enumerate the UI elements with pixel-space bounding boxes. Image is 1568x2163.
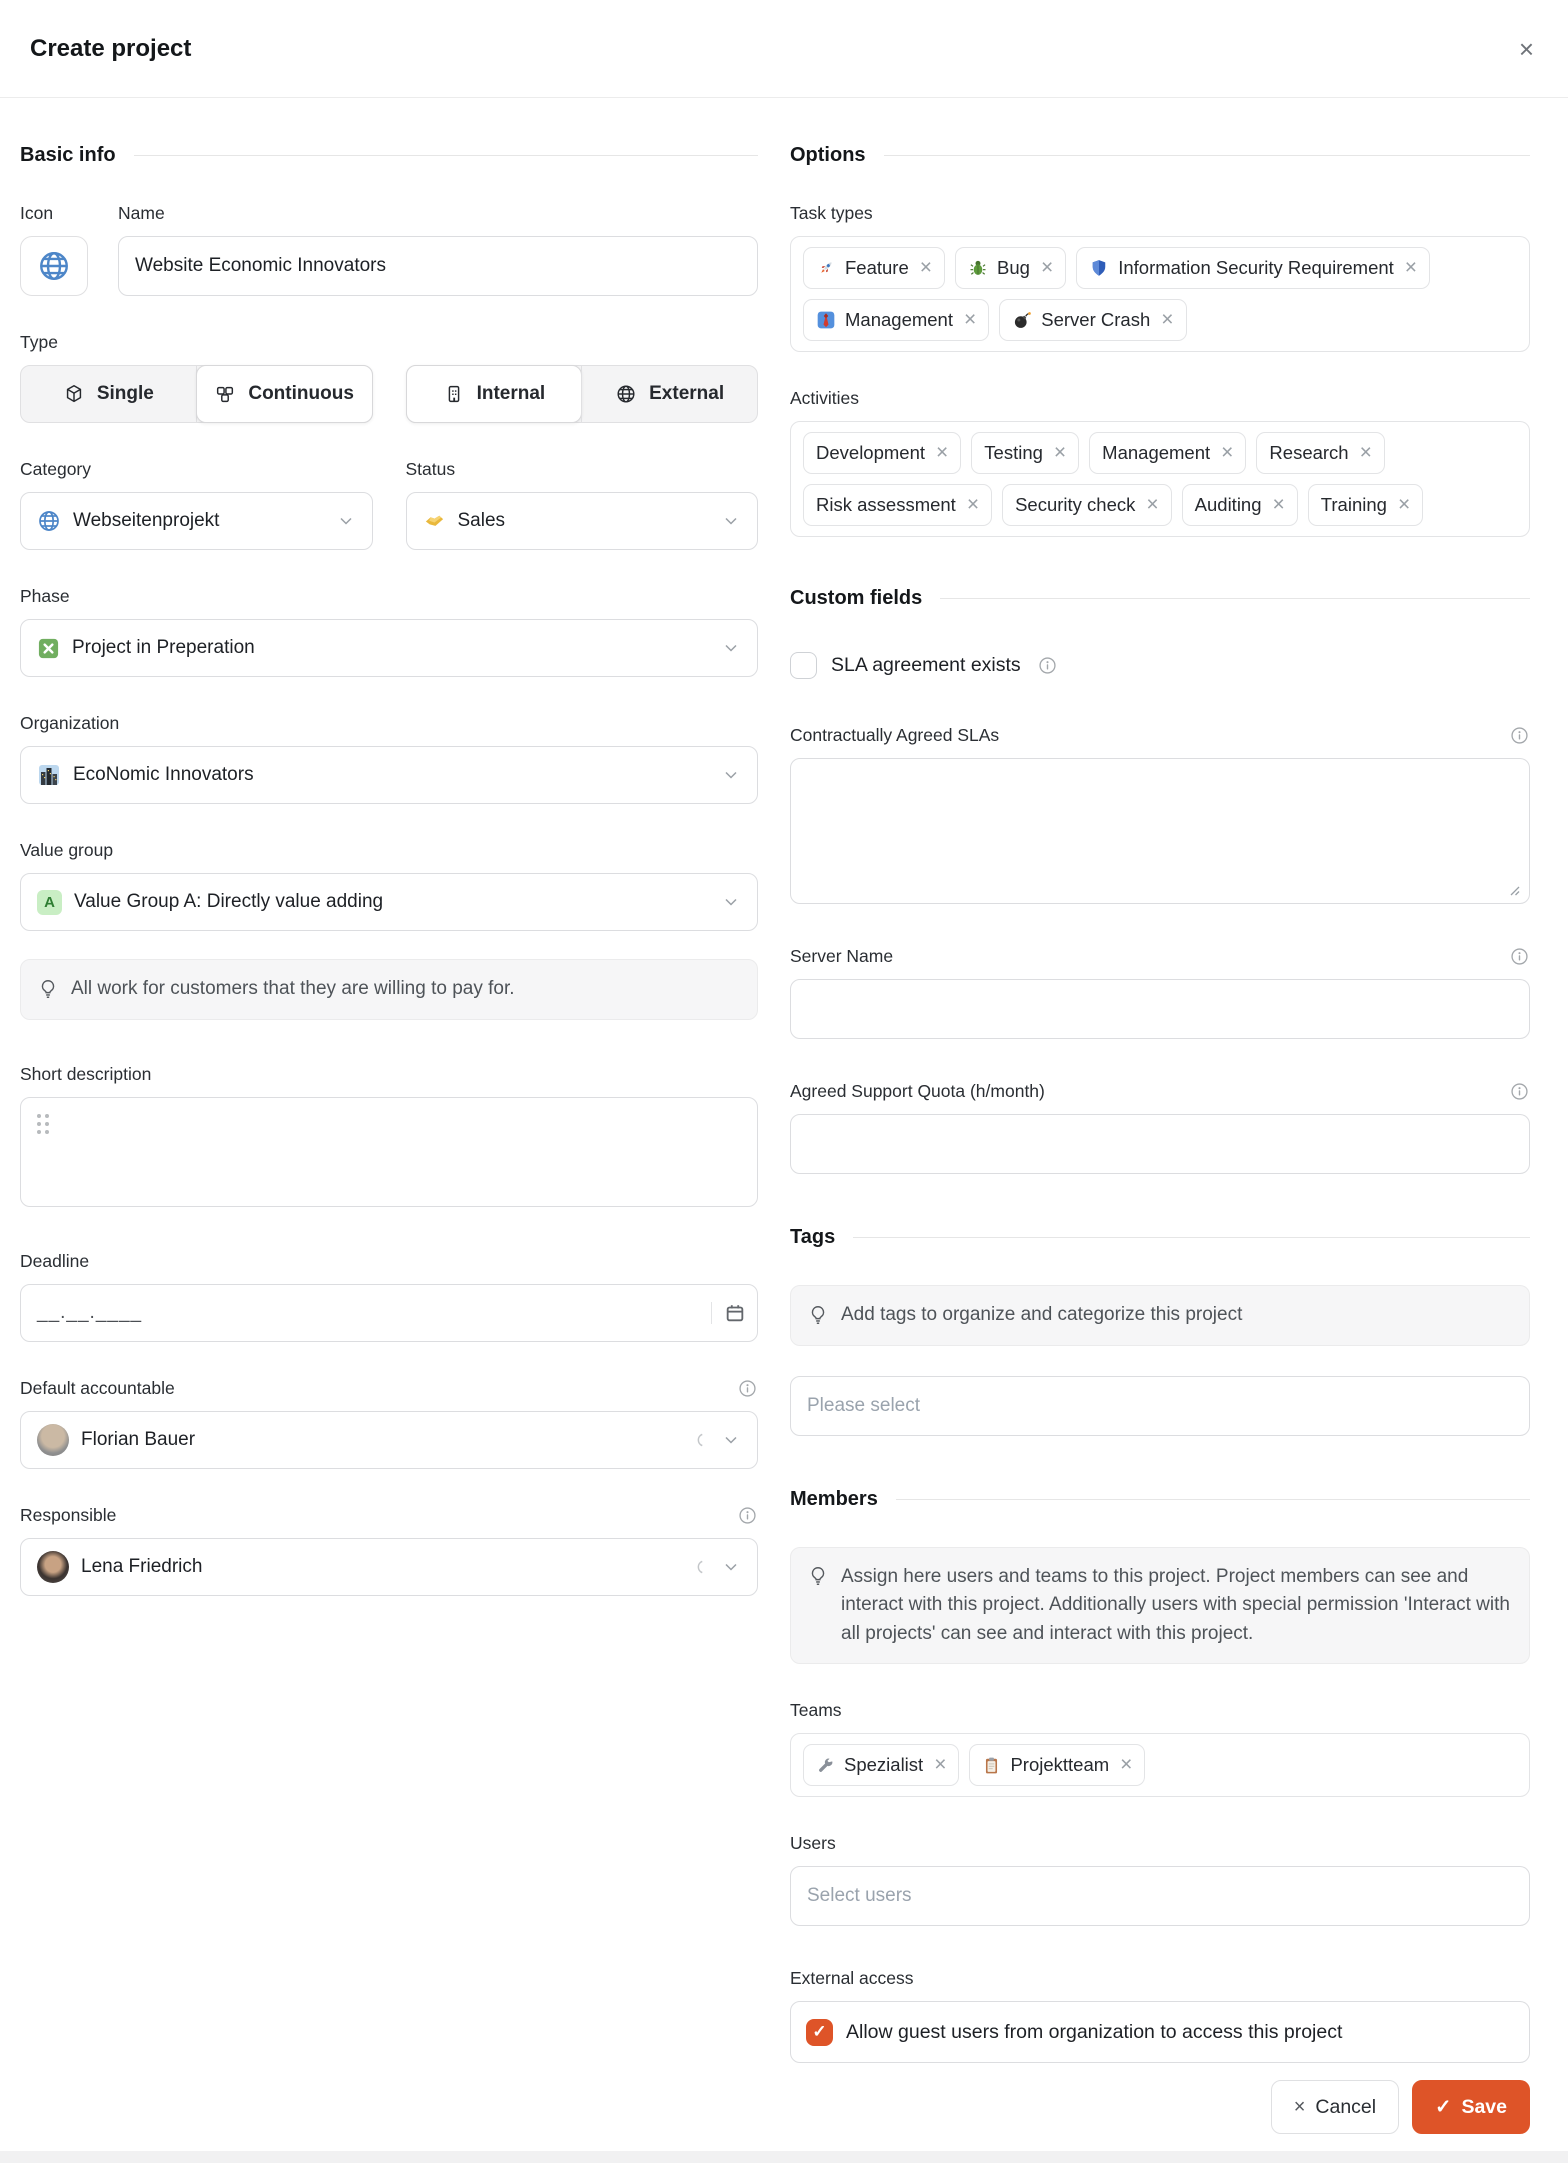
type-option-continuous[interactable]: Continuous: [196, 365, 373, 423]
teams-label: Teams: [790, 1700, 842, 1720]
bug-icon: [968, 258, 988, 278]
users-label: Users: [790, 1833, 836, 1853]
type-option-single[interactable]: Single: [21, 366, 196, 422]
teams-box[interactable]: [790, 1733, 1530, 1797]
basic-info-heading: [20, 144, 758, 167]
task-type-chip[interactable]: Feature ×: [803, 247, 945, 289]
category-label: Category: [20, 459, 92, 479]
agreed-support-quota-input[interactable]: [790, 1114, 1530, 1174]
activity-chip[interactable]: Research ×: [1256, 432, 1384, 474]
globe-icon: [37, 509, 61, 533]
members-hint: [790, 1547, 1530, 1665]
section-title: Basic info: [20, 144, 116, 166]
remove-icon[interactable]: ×: [1272, 493, 1285, 516]
remove-icon[interactable]: ×: [1404, 256, 1418, 279]
users-select[interactable]: [790, 1866, 1530, 1926]
status-value: Sales: [457, 510, 506, 531]
check-icon: ✓: [1435, 2096, 1452, 2118]
lightbulb-icon: [807, 1565, 829, 1587]
organization-label: Organization: [20, 713, 120, 733]
type-option-internal[interactable]: Internal: [406, 365, 583, 423]
chevron-down-icon: [721, 1557, 741, 1577]
wrench-icon: [816, 1756, 835, 1775]
name-label: Name: [118, 203, 165, 223]
contractually-agreed-slas-textarea[interactable]: [790, 758, 1530, 904]
default-accountable-select[interactable]: [20, 1411, 758, 1469]
info-icon[interactable]: [1509, 725, 1530, 746]
modal-body: [0, 98, 1568, 2063]
activity-chip[interactable]: Risk assessment ×: [803, 484, 992, 526]
members-hint-text: Assign here users and teams to this project. Project members can see and interact with this project. Additionally users with special permission 'Interact with all projects' can see and interact with this project.: [841, 1565, 1510, 1644]
resize-handle-icon[interactable]: [1507, 883, 1521, 897]
lightbulb-icon: [37, 978, 59, 1000]
tags-heading: [790, 1226, 1530, 1249]
status-select[interactable]: [406, 492, 759, 550]
short-description-label: Short description: [20, 1063, 152, 1084]
organization-select[interactable]: [20, 746, 758, 804]
activity-chip[interactable]: Auditing ×: [1182, 484, 1298, 526]
external-access-label: External access: [790, 1968, 914, 1988]
section-title: Custom fields: [790, 587, 923, 609]
tags-placeholder: Please select: [807, 1394, 921, 1416]
save-button[interactable]: ✓ Save: [1412, 2080, 1530, 2134]
custom-fields-heading: [790, 587, 1530, 610]
bomb-icon: [1012, 310, 1032, 330]
remove-icon[interactable]: ×: [966, 493, 980, 516]
responsible-value: Lena Friedrich: [81, 1555, 203, 1577]
members-heading: [790, 1488, 1530, 1511]
section-title: Options: [790, 144, 866, 166]
calendar-icon: [724, 1302, 746, 1324]
info-icon[interactable]: [737, 1505, 758, 1526]
phase-value: Project in Preperation: [72, 637, 255, 658]
activities-box[interactable]: [790, 421, 1530, 537]
remove-icon[interactable]: ×: [934, 1753, 947, 1776]
server-name-label: Server Name: [790, 946, 894, 966]
activity-chip[interactable]: Development ×: [803, 432, 961, 474]
remove-icon[interactable]: ×: [1221, 441, 1234, 464]
loading-spinner-icon: [691, 1431, 709, 1449]
chevron-down-icon: [721, 765, 741, 785]
cube-icon: [63, 383, 85, 405]
default-accountable-label: Default accountable: [20, 1377, 175, 1398]
drag-handle-icon[interactable]: [37, 1114, 741, 1134]
cluster-icon: [214, 383, 236, 405]
remove-icon[interactable]: ×: [963, 308, 977, 331]
project-icon-button[interactable]: [20, 236, 88, 296]
activity-chip[interactable]: Security check ×: [1002, 484, 1172, 526]
chevron-down-icon: [336, 511, 356, 531]
responsible-select[interactable]: [20, 1538, 758, 1596]
value-group-label: Value group: [20, 840, 114, 860]
info-icon[interactable]: [1509, 1081, 1530, 1102]
icon-label: Icon: [20, 203, 54, 223]
external-access-checkbox[interactable]: ✓: [806, 2019, 833, 2046]
status-label: Status: [405, 459, 456, 479]
info-icon[interactable]: [1037, 655, 1058, 676]
category-select[interactable]: [20, 492, 373, 550]
remove-icon[interactable]: ×: [919, 256, 933, 279]
external-access-checkbox-label: Allow guest users from organization to access this project: [846, 2020, 1343, 2043]
tags-hint: [790, 1285, 1530, 1346]
options-column: [790, 144, 1530, 2063]
type-label: Type: [20, 332, 58, 352]
value-group-a-badge: A: [37, 890, 62, 915]
remove-icon[interactable]: ×: [936, 441, 949, 464]
deadline-input[interactable]: __.__.____: [37, 1301, 143, 1323]
task-type-chip[interactable]: Bug ×: [955, 247, 1066, 289]
deadline-field: [20, 1284, 758, 1342]
agreed-support-quota-label: Agreed Support Quota (h/month): [790, 1081, 1045, 1101]
contractually-agreed-slas-label: Contractually Agreed SLAs: [790, 725, 1000, 745]
name-input[interactable]: [118, 236, 758, 296]
responsible-label: Responsible: [20, 1504, 117, 1525]
cancel-button[interactable]: × Cancel: [1271, 2080, 1399, 2134]
remove-icon[interactable]: ×: [1053, 441, 1067, 464]
phase-status-icon: [37, 637, 60, 660]
lightbulb-icon: [807, 1304, 829, 1326]
avatar: [37, 1551, 69, 1583]
cityscape-icon: [37, 763, 61, 787]
activity-chip[interactable]: Management ×: [1089, 432, 1246, 474]
task-type-chip[interactable]: Management ×: [803, 299, 989, 341]
modal-title: Create project: [30, 34, 192, 62]
clipboard-icon: [982, 1756, 1001, 1775]
calendar-button[interactable]: [711, 1302, 757, 1324]
remove-icon[interactable]: ×: [1397, 493, 1411, 516]
task-type-chip[interactable]: Information Security Requirement ×: [1076, 247, 1430, 289]
necktie-icon: [816, 310, 836, 330]
value-group-value: Value Group A: Directly value adding: [74, 891, 384, 912]
task-types-box[interactable]: [790, 236, 1530, 352]
remove-icon[interactable]: ×: [1120, 1753, 1133, 1776]
chevron-down-icon: [721, 1430, 741, 1450]
organization-value: EcoNomic Innovators: [73, 764, 254, 785]
chevron-down-icon: [721, 511, 741, 531]
modal-header: [0, 0, 1568, 98]
team-chip[interactable]: Spezialist ×: [803, 1744, 959, 1786]
close-icon[interactable]: ×: [1518, 33, 1534, 64]
section-title: Tags: [790, 1226, 836, 1248]
activities-label: Activities: [790, 388, 860, 408]
short-description-input[interactable]: [20, 1097, 758, 1207]
task-types-label: Task types: [790, 203, 873, 223]
type-option-external[interactable]: External: [582, 366, 757, 422]
remove-icon[interactable]: ×: [1146, 493, 1159, 516]
phase-label: Phase: [20, 586, 70, 606]
phase-select[interactable]: [20, 619, 758, 677]
section-title: Members: [790, 1487, 878, 1510]
value-group-select[interactable]: [20, 873, 758, 931]
info-icon[interactable]: [737, 1378, 758, 1399]
server-name-input[interactable]: [790, 979, 1530, 1039]
type-toggle-internal-external: [406, 365, 759, 423]
shield-icon: [1089, 258, 1109, 278]
close-icon: ×: [1293, 2095, 1306, 2118]
team-chip[interactable]: Projektteam ×: [969, 1744, 1145, 1786]
remove-icon[interactable]: ×: [1359, 441, 1372, 464]
globe-icon: [37, 249, 71, 283]
remove-icon[interactable]: ×: [1040, 256, 1054, 279]
options-heading: [790, 144, 1530, 167]
category-value: Webseitenprojekt: [73, 510, 220, 531]
external-access-box: [790, 2001, 1530, 2063]
remove-icon[interactable]: ×: [1161, 308, 1174, 331]
building-icon: [443, 383, 465, 405]
avatar: [37, 1424, 69, 1456]
activity-chip[interactable]: Training ×: [1308, 484, 1423, 526]
activity-chip[interactable]: Testing ×: [971, 432, 1079, 474]
globe-outline-icon: [615, 383, 637, 405]
value-group-hint: [20, 959, 758, 1020]
handshake-icon: [423, 510, 446, 533]
info-icon[interactable]: [1509, 946, 1530, 967]
deadline-label: Deadline: [20, 1250, 90, 1271]
page-background-edge: [0, 2151, 1568, 2163]
sla-agreement-checkbox[interactable]: [790, 652, 817, 679]
rocket-icon: [816, 258, 836, 278]
basic-info-column: [20, 144, 758, 2063]
tags-hint-text: Add tags to organize and categorize this project: [841, 1304, 1243, 1325]
modal-footer: [0, 2063, 1568, 2151]
name-value: Website Economic Innovators: [135, 255, 386, 276]
chevron-down-icon: [721, 892, 741, 912]
tags-select[interactable]: [790, 1376, 1530, 1436]
sla-agreement-label: SLA agreement exists: [831, 654, 1021, 676]
value-group-hint-text: All work for customers that they are willing to pay for.: [71, 978, 515, 999]
task-type-chip[interactable]: Server Crash ×: [999, 299, 1186, 341]
loading-spinner-icon: [691, 1558, 709, 1576]
users-placeholder: Select users: [807, 1885, 912, 1906]
chevron-down-icon: [721, 638, 741, 658]
default-accountable-value: Florian Bauer: [81, 1428, 196, 1450]
type-toggle-single-continuous: [20, 365, 373, 423]
